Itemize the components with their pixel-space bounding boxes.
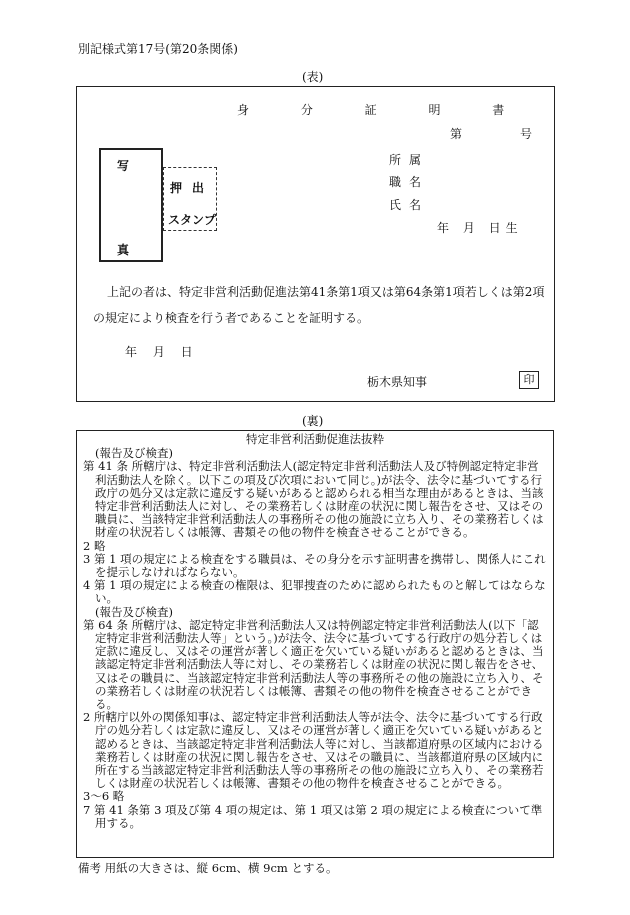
field-office-label: 所属 [389, 153, 430, 167]
photo-label-bottom: 真 [117, 243, 130, 257]
certification-text: 上記の者は、特定非営利活動促進法第41条第1項又は第64条第1項若しくは第2項の規定により検査を行う者であることを証明する。 [93, 285, 545, 325]
article-41-para-3: 3 第 1 項の規定による検査をする職員は、その身分を示す証明書を携帯し、関係人にこれを提示しなければならない。 [83, 551, 546, 580]
article-64: 第 64 条 所轄庁は、認定特定非営利活動法人又は特例認定特定非営利活動法人(以下「認定特定非営利活動法人等」という。)が法令、法令に基づいてする行政庁の処分若しくは定款に違反し、又はその運営が著しく適正を欠いている疑いがあると認めるときは、当該認定特定非営利活動法人等に対し、その業務若しくは財産の状況に関し報告をさせ、又はその職員に、当該認定特定非営利活動法人等の事務所その他の施設に立ち入り、その業務若しくは財産の状況若しくは帳簿、書類その他の物件を検査させることができる。 [83, 617, 544, 712]
number-label: 第 [450, 127, 463, 141]
issuer: 栃木県知事 [367, 375, 428, 389]
photo-label-top: 写 [117, 159, 130, 173]
article-41-para-4: 4 第 1 項の規定による検査の権限は、犯罪捜査のために認められたものと解してはならない。 [83, 578, 546, 606]
remarks-note: 備考 用紙の大きさは、縦 6cm、横 9cm とする。 [78, 861, 338, 875]
field-post-label: 職名 [389, 175, 430, 189]
stamp-label-line2: スタンプ [168, 213, 217, 227]
front-side-label: (表) [302, 70, 324, 84]
form-title: 別記様式第17号(第20条関係) [78, 42, 238, 56]
section-heading: (報告及び検査) [95, 446, 173, 461]
number-suffix: 号 [520, 127, 533, 141]
section-heading: (報告及び検査) [95, 604, 173, 619]
article-41: 第 41 条 所轄庁は、特定非営利活動法人(認定特定非営利活動法人及び特例認定特定非営利活動法人を除く。以下この項及び次項において同じ。)が法令、法令に基づいてする行政庁の処分又は定款に違反する疑いがあると認められる相当な理由があるときは、当該特定非営利活動法人に対し、その業務若しくは財産の状況に関し報告をさせ、又はその職員に、当該特定非営利活動法人の事務所その他の施設に立ち入り、その業務若しくは財産の状況若しくは帳簿、書類その他の物件を検査させることができる。 [83, 459, 544, 540]
issue-date: 年 月 日 [125, 345, 199, 359]
stamp-label-line1: 押出 [170, 181, 215, 195]
id-card-back [76, 430, 554, 858]
seal-mark: 印 [519, 371, 539, 389]
field-name-label: 氏名 [389, 198, 430, 212]
id-card-front [76, 86, 555, 402]
article-64-para-2: 2 所轄庁以外の関係知事は、認定特定非営利活動法人等が法令、法令に基づいてする行政庁の処分若しくは定款に違反し、又はその運営が著しく適正を欠いている疑いがあると認めるときは、当該認定特定非営利活動法人等に対し、当該都道府県の区域内における業務若しくは財産の状況に関し報告をさせ、又はその職員に、当該都道府県の区域内に所在する当該認定特定非営利活動法人等の事務所その他の施設に立ち入り、その業務若しくは財産の状況若しくは帳簿、書類その他の物件を検査させることができる。 [83, 710, 544, 791]
photo-frame [99, 148, 163, 262]
law-excerpt-title: 特定非営利活動促進法抜粋 [246, 432, 384, 446]
birth-date-label: 年 月 日生 [437, 221, 523, 235]
article-64-para-7: 7 第 41 条第 3 項及び第 4 項の規定は、第 1 項又は第 2 項の規定による検査について準用する。 [83, 802, 543, 830]
article-64-para-3-6: 3〜6 略 [83, 789, 125, 804]
certificate-title: 身 分 証 明 書 [237, 103, 529, 117]
back-side-label: (裏) [302, 414, 324, 428]
article-41-para-2: 2 略 [83, 538, 106, 553]
